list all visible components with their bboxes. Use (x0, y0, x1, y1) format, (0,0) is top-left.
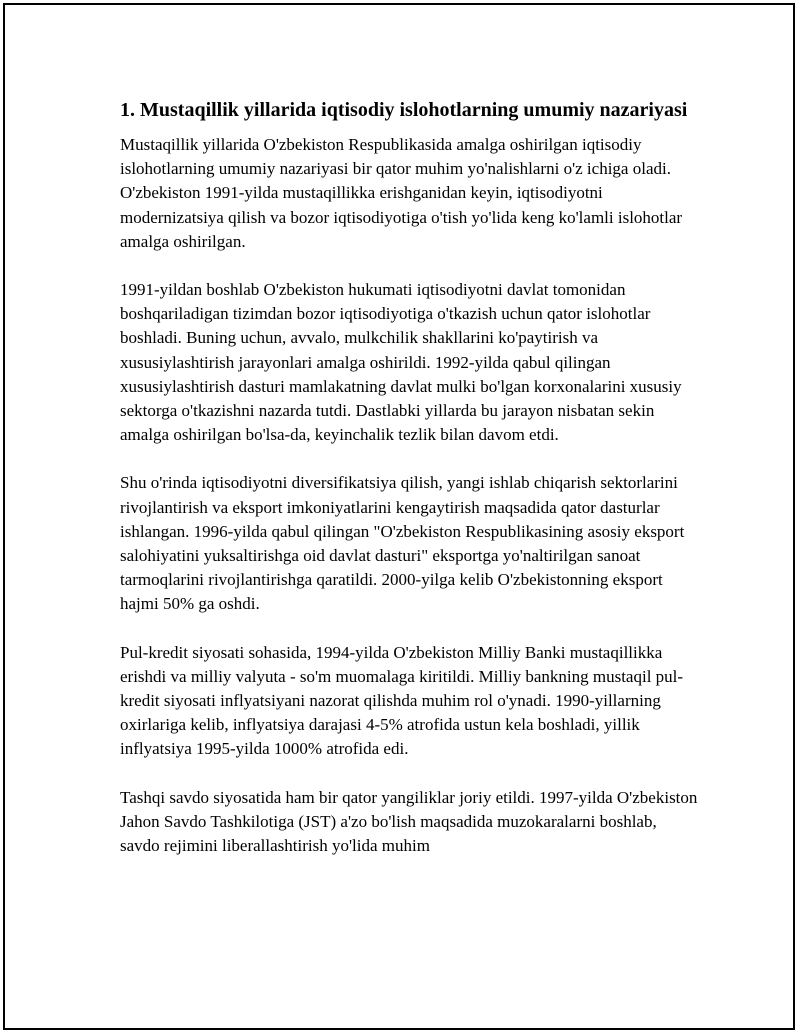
paragraph-monetary-policy: Pul-kredit siyosati sohasida, 1994-yilda O'zbekiston Milliy Banki mustaqillikka erishdi va milliy valyuta - so'm muomalaga kiritildi. Milliy bankning mustaqil pul-kredit siyosati inflyatsiyani nazorat qilishda muhim rol o'ynadi. 1990-yillarning oxirlariga kelib, inflyatsiya darajasi 4-5% atrofida ustun kela boshladi, yillik inflyatsiya 1995-yilda 1000% atrofida edi. (120, 642, 684, 759)
paragraph-intro: Mustaqillik yillarida O'zbekiston Respublikasida amalga oshirilgan iqtisodiy islohotlarning umumiy nazariyasi bir qator muhim yo'nalishlarni o'z ichiga oladi. O'zbekiston 1991-yilda mustaqillikka erishganidan keyin, iqtisodiyotni modernizatsiya qilish va bozor iqtisodiyotiga o'tish yo'lida keng ko'lamli islohotlar amalga oshirilgan. (120, 135, 683, 251)
paragraph-foreign-trade: Tashqi savdo siyosatida ham bir qator yangiliklar joriy etildi. 1997-yilda O'zbekiston Jahon Savdo Tashkilotiga (JST) a'zo bo'lish maqsadida muzokaralarni boshlab, savdo rejimini liberallashtirish yo'lida muhim (120, 787, 698, 856)
document-body (120, 97, 700, 882)
section-heading: 1. Mustaqillik yillarida iqtisodiy islohotlarning umumiy nazariyasi (120, 99, 688, 121)
document-page (3, 3, 795, 1030)
paragraph-diversification: Shu o'rinda iqtisodiyotni diversifikatsiya qilish, yangi ishlab chiqarish sektorlarini rivojlantirish va eksport imkoniyatlarini kengaytirish maqsadida qator dasturlar ishlangan. 1996-yilda qabul qilingan "O'zbekiston Respublikasining asosiy eksport salohiyatini yuksaltirishga oid davlat dasturi" eksportga yo'naltirilgan sanoat tarmoqlarini rivojlantirishga qaratildi. 2000-yilga kelib O'zbekistonning eksport hajmi 50% ga oshdi. (120, 473, 685, 614)
paragraph-privatization: 1991-yildan boshlab O'zbekiston hukumati iqtisodiyotni davlat tomonidan boshqariladigan tizimdan bozor iqtisodiyotiga o'tkazish uchun qator islohotlar boshladi. Buning uchun, avvalo, mulkchilik shakllarini ko'paytirish va xususiylashtirish jarayonlari amalga oshirildi. 1992-yilda qabul qilingan xususiylashtirish dasturi mamlakatning davlat mulki bo'lgan korxonalarini xususiy sektorga o'tkazishni nazarda tutdi. Dastlabki yillarda bu jarayon nisbatan sekin amalga oshirilgan bo'lsa-da, keyinchalik tezlik bilan davom etdi. (120, 280, 682, 445)
